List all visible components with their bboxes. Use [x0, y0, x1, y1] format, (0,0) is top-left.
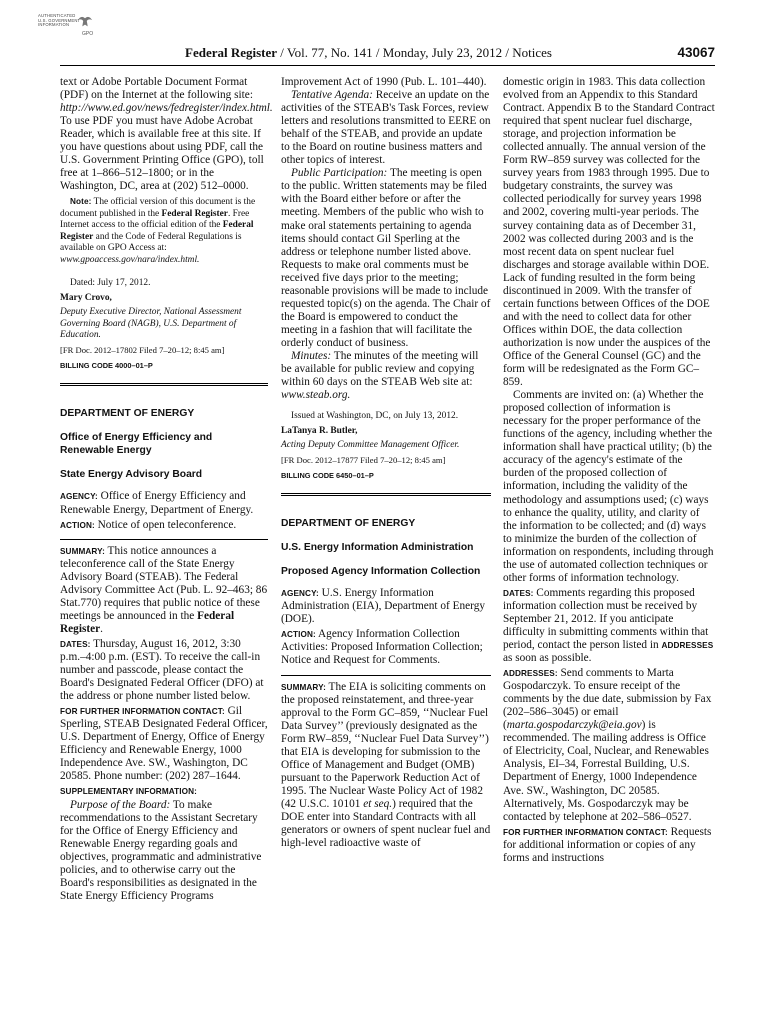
fr-doc-line: [FR Doc. 2012–17877 Filed 7–20–12; 8:45 am] [281, 454, 446, 465]
signer-name: Mary Crovo, [60, 292, 112, 303]
signer-title: Deputy Executive Director, National Assessment Governing Board (NAGB), U.S. Department of Education. [60, 307, 242, 341]
contact-paragraph: FOR FURTHER INFORMATION CONTACT: Requests for additional information or copies of any forms and instructions [503, 825, 712, 864]
agenda-paragraph: Tentative Agenda: Receive an update on the activities of the STEAB's Task Forces, review letters and resolutions transmitted to EERE on behalf of the STEAB, and provide an update to the Board on routine business matters and other topics of interest. [281, 89, 491, 167]
supplementary-label: SUPPLEMENTARY INFORMATION: [60, 787, 197, 797]
billing-code: BILLING CODE 4000–01–P [60, 361, 153, 371]
dates-paragraph: DATES: Comments regarding this proposed information collection must be received by September 21, 2012. If you anticipate difficulty in submitting comments within that period, contact the person listed in ADDRESSES as soon as possible. [503, 586, 714, 665]
summary-paragraph: SUMMARY: This notice announces a teleconference call of the State Energy Advisory Board (STEAB). The Federal Advisory Committee Act (Pub. L. 92–463; 86 Stat.770) requires that public notice of these meetings be announced in the Federal Register. [60, 544, 268, 635]
minutes-paragraph: Minutes: The minutes of the meeting will be available for public review and copying within 60 days on the STEAB Web site at: www.steab.org. [281, 349, 479, 402]
issued-line: Issued at Washington, DC, on July 13, 2012. [291, 411, 459, 422]
column-2 [281, 76, 491, 850]
board-heading: State Energy Advisory Board [60, 469, 203, 481]
summary-divider [281, 675, 491, 676]
steab-link[interactable]: www.steab.org. [281, 389, 351, 402]
purpose-paragraph: Purpose of the Board: To make recommendations to the Assistant Secretary for the Office of Energy Efficiency and Renewable Energy regarding goals and objectives, programmatic and administrative policies, and to otherwise carry out the Board's responsibilities as designated in the State Energy Efficiency Programs [60, 798, 262, 902]
agency-paragraph: AGENCY: Office of Energy Efficiency and Renewable Energy, Department of Energy. [60, 490, 254, 516]
note-paragraph: Note: The official version of this document is the document published in the Federal Register. Free Internet access to the official edition of the Federal Register and the Code of Federal Regulations is available on GPO Access at: www.gpoaccess.gov/nara/index.html. [60, 197, 256, 265]
fr-doc-line: [FR Doc. 2012–17802 Filed 7–20–12; 8:45 am] [60, 344, 225, 355]
public-participation-paragraph: Public Participation: The meeting is open to the public. Written statements may be filed with the Board either before or after the meeting. Members of the public who wish to make oral statements pertaining to agenda items should contact Gil Sperling at the address or telephone number listed above. Requests to make oral comments must be received five days prior to the meeting; reasonable provisions will be made to include requested topic(s) on the agenda. The Chair of the Board is empowered to conduct the meeting in a fashion that will facilitate the orderly conduct of business. [281, 167, 491, 349]
agency-paragraph: AGENCY: U.S. Energy Information Administration (EIA), Department of Energy (DOE). [281, 587, 486, 626]
gpo-authentication-logo [36, 10, 98, 40]
dates-paragraph: DATES: Thursday, August 16, 2012, 3:30 p.m.–4:00 p.m. (EST). To receive the call-in number and passcode, please contact the Board's Designated Federal Officer (DFO) at the address or phone number listed below. [60, 637, 264, 703]
column-1 [60, 76, 273, 903]
column-3 [503, 76, 715, 865]
contact-paragraph: FOR FURTHER INFORMATION CONTACT: Gil Sperling, STEAB Designated Federal Officer, U.S. Department of Energy, Office of Energy Efficiency and Renewable Energy, 1000 Independence Ave. SW., Washington, DC 20585. Phone number: (202) 287–1644. [60, 705, 268, 783]
eagle-icon [76, 12, 94, 30]
section-divider [281, 493, 491, 496]
header-rule [60, 65, 715, 66]
billing-code: BILLING CODE 6450–01–P [281, 471, 374, 481]
header-citation [185, 45, 552, 61]
summary-paragraph: SUMMARY: The EIA is soliciting comments on the proposed reinstatement, and three-year approval to the Form GC–859, ‘‘Nuclear Fuel Data Survey’’ (previously designated as the Form RW–859, ‘‘Nuclear Fuel Data Survey’’) that EIA is developing for submission to the Office of Management and Budget (OMB) pursuant to the Paperwork Reduction Act of 1995. The Nuclear Waste Policy Act of 1982 (42 U.S.C. 10101 et seq.) required that the DOE enter into Standard Contracts with all generators or owners of spent nuclear fuel and high-level radioactive waste of [281, 680, 491, 850]
ed-gov-link[interactable]: http://www.ed.gov/news/fedregister/index.html. [60, 102, 273, 115]
office-heading: Office of Energy Efficiency and Renewable Energy [60, 432, 213, 457]
act-continuation: Improvement Act of 1990 (Pub. L. 101–440). [281, 76, 487, 88]
section-divider [60, 383, 268, 386]
summary-divider [60, 539, 268, 540]
comments-paragraph: Comments are invited on: (a) Whether the proposed collection of information is necessary for the proper performance of the functions of the agency, including whether the information shall have practical utility; (b) the accuracy of the agency's estimate of the burden of the proposed collection of information, including the validity of the methodology and assumptions used; (c) ways to enhance the quality, utility, and clarity of the information to be collected; and (d) ways to minimize the burden of the collection of information on respondents, including through the use of automated collection techniques or other forms of information technology. [503, 389, 714, 584]
pdf-paragraph: text or Adobe Portable Document Format (PDF) on the Internet at the following site: http://www.ed.gov/news/fedregister/index.html. To use PDF you must have Adobe Acrobat Reader, which is available free at this site. If you have questions about using PDF, call the U.S. Government Printing Office (GPO), toll free at 1–866–512–1800; or in the Washington, DC, area at (202) 512–0000. [60, 76, 273, 193]
page-header [60, 45, 715, 61]
header-issue: / Vol. 77, No. 141 / Monday, July 23, 2012 / Notices [277, 45, 552, 60]
action-paragraph: ACTION: Notice of open teleconference. [60, 518, 237, 531]
page-number: 43067 [677, 45, 715, 60]
journal-name: Federal Register [185, 45, 278, 60]
administration-heading: U.S. Energy Information Administration [281, 542, 474, 554]
department-heading: DEPARTMENT OF ENERGY [281, 518, 416, 530]
email-link[interactable]: marta.gospodarczyk@eia.gov [506, 719, 642, 732]
gpoaccess-link[interactable]: www.gpoaccess.gov/nara/index.html. [60, 254, 200, 265]
action-paragraph: ACTION: Agency Information Collection Activities: Proposed Information Collection; Notice and Request for Comments. [281, 628, 483, 667]
dated-line: Dated: July 17, 2012. [70, 278, 151, 289]
logo-text: AUTHENTICATED U.S. GOVERNMENT INFORMATION [38, 13, 81, 28]
history-paragraph: domestic origin in 1983. This data collection evolved from an Appendix to this Standard Contract. Appendix B to the Standard Contract required that spent nuclear fuel discharge, storage, and projection information be collected annually. The annual version of the Form RW–859 survey was collected for the survey years from 1983 through 1995. Due to budgetary constraints, the survey was collected periodically for survey years 1998 and 2002, covering multi-year periods. The survey containing data as of December 31, 2002 was collected during 2003 and is the most recent data on spent nuclear fuel discharges and storage available within DOE. Lack of funding resulted in the form being discontinued in 2009. With the transfer of certain functions between Offices of the DOE and with the need to collect data for other Offices within DOE, the data collection authorization is now under the auspices of the Office of the General Counsel (GC) and the form will be redesignated as the Form GC–859. [503, 76, 715, 389]
addresses-paragraph: ADDRESSES: Send comments to Marta Gospodarczyk. To ensure receipt of the comments by the due date, submission by Fax (202–586–3045) or email (marta.gospodarczyk@eia.gov) is recommended. The mailing address is Office of Electricity, Coal, Nuclear, and Renewables Analysis, EI–34, Forrestal Building, U.S. Department of Energy, 1000 Independence Ave. SW., Washington, DC 20585. Alternatively, Ms. Gospodarczyk may be contacted by telephone at 202–586–0527. [503, 667, 712, 823]
signer-title: Acting Deputy Committee Management Officer. [281, 440, 460, 451]
signer-name: LaTanya R. Butler, [281, 425, 358, 436]
logo-gpo-label: GPO [82, 31, 94, 37]
notice-title: Proposed Agency Information Collection [281, 566, 481, 578]
department-heading: DEPARTMENT OF ENERGY [60, 408, 195, 420]
